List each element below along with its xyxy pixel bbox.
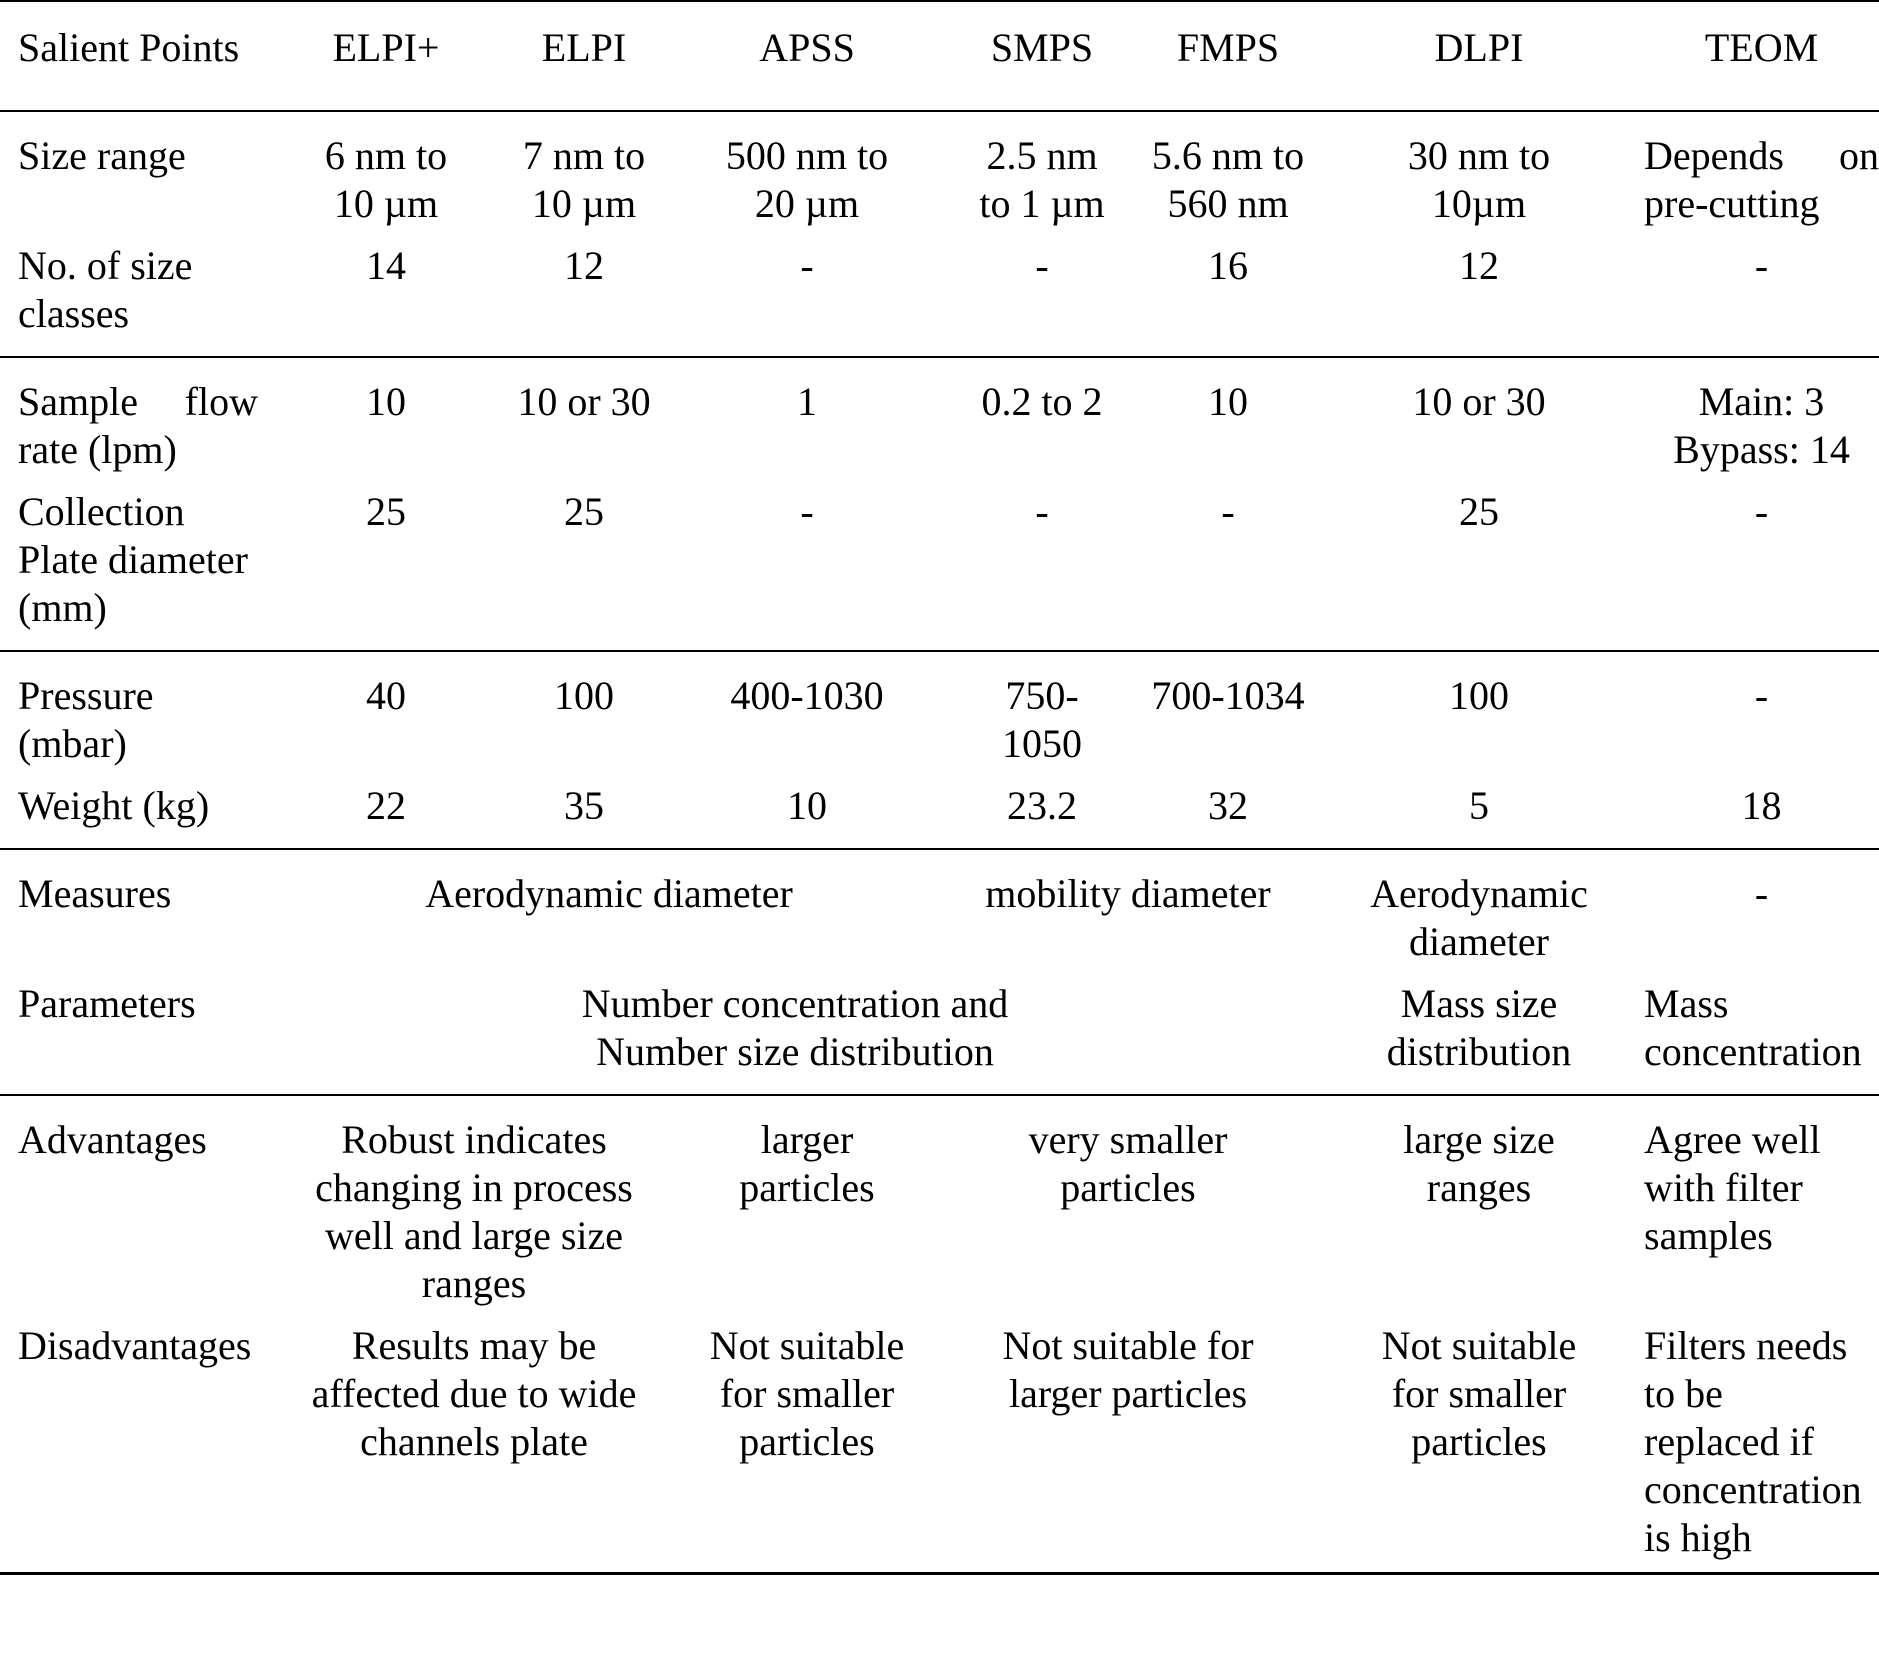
- cell-weight-dlpi: 5: [1469, 783, 1489, 828]
- cell-flow-rate-smps: 0.2 to 2: [981, 379, 1103, 424]
- header-apss: APSS: [759, 25, 855, 70]
- cell-disadvantages-teom: Filters needs to be replaced if concentration is high: [1644, 1323, 1862, 1560]
- header-elpi: ELPI: [541, 25, 627, 70]
- cell-flow-rate-elpi: 10 or 30: [517, 379, 651, 424]
- label-measures: Measures: [18, 871, 172, 916]
- row-plate-diameter: [0, 474, 1879, 651]
- header-teom: TEOM: [1704, 25, 1819, 70]
- cell-advantages-teom: Agree well with filter samples: [1644, 1117, 1821, 1258]
- label-weight: Weight (kg): [18, 783, 210, 828]
- cell-pressure-fmps: 700-1034: [1151, 673, 1305, 718]
- cell-size-classes-dlpi: 12: [1459, 243, 1499, 288]
- cell-pressure-elpi-plus: 40: [366, 673, 406, 718]
- cell-size-classes-apss: -: [800, 243, 814, 288]
- cell-measures-teom: -: [1754, 871, 1769, 916]
- cell-advantages-dlpi: large size ranges: [1403, 1117, 1555, 1210]
- cell-advantages-elpi: Robust indicates changing in process well and large size ranges: [315, 1117, 633, 1306]
- header-salient-points: Salient Points: [18, 25, 240, 70]
- row-flow-rate: [0, 357, 1879, 474]
- label-advantages: Advantages: [18, 1117, 207, 1162]
- header-elpi-plus: ELPI+: [332, 25, 440, 70]
- cell-plate-diameter-dlpi: 25: [1459, 489, 1499, 534]
- cell-weight-teom: 18: [1741, 783, 1782, 828]
- cell-size-range-apss: 500 nm to 20 µm: [725, 133, 889, 226]
- row-advantages: [0, 1095, 1879, 1308]
- cell-pressure-elpi: 100: [554, 673, 614, 718]
- row-size-range: [0, 111, 1879, 228]
- cell-measures-elpi-apss: Aerodynamic diameter: [425, 871, 793, 916]
- cell-parameters-dlpi: Mass size distribution: [1386, 981, 1572, 1074]
- cell-weight-smps: 23.2: [1007, 783, 1077, 828]
- cell-disadvantages-dlpi: Not suitable for smaller particles: [1381, 1323, 1577, 1464]
- cell-measures-smps-fmps: mobility diameter: [985, 871, 1271, 916]
- row-weight: [0, 768, 1879, 849]
- row-pressure: [0, 651, 1879, 768]
- cell-plate-diameter-teom: -: [1754, 489, 1769, 534]
- cell-flow-rate-dlpi: 10 or 30: [1412, 379, 1546, 424]
- cell-plate-diameter-smps: -: [1035, 489, 1049, 534]
- cell-size-range-smps: 2.5 nm to 1 µm: [979, 133, 1105, 226]
- header-row: [0, 1, 1879, 111]
- row-size-classes: [0, 228, 1879, 357]
- label-flow-rate: Sample flow rate (lpm): [18, 379, 258, 472]
- cell-size-classes-teom: -: [1754, 243, 1769, 288]
- cell-flow-rate-apss: 1: [797, 379, 817, 424]
- cell-size-classes-elpi-plus: 14: [366, 243, 406, 288]
- cell-pressure-teom: -: [1754, 673, 1769, 718]
- cell-plate-diameter-fmps: -: [1221, 489, 1235, 534]
- label-disadvantages: Disadvantages: [18, 1323, 252, 1368]
- cell-flow-rate-fmps: 10: [1208, 379, 1248, 424]
- cell-size-classes-fmps: 16: [1208, 243, 1248, 288]
- label-size-classes: No. of size classes: [18, 243, 193, 336]
- cell-plate-diameter-elpi: 25: [564, 489, 604, 534]
- cell-pressure-dlpi: 100: [1449, 673, 1509, 718]
- cell-weight-fmps: 32: [1208, 783, 1248, 828]
- cell-weight-elpi-plus: 22: [366, 783, 406, 828]
- cell-weight-apss: 10: [787, 783, 827, 828]
- cell-flow-rate-elpi-plus: 10: [366, 379, 406, 424]
- header-dlpi: DLPI: [1434, 25, 1524, 70]
- row-measures: [0, 849, 1879, 966]
- cell-advantages-apss: larger particles: [739, 1117, 875, 1210]
- cell-size-classes-elpi: 12: [564, 243, 604, 288]
- cell-size-range-elpi: 7 nm to 10 µm: [522, 133, 646, 226]
- cell-pressure-smps: 750- 1050: [1002, 673, 1082, 766]
- cell-size-range-elpi-plus: 6 nm to 10 µm: [324, 133, 448, 226]
- cell-disadvantages-elpi: Results may be affected due to wide channels plate: [311, 1323, 637, 1464]
- cell-size-range-fmps: 5.6 nm to 560 nm: [1151, 133, 1305, 226]
- cell-plate-diameter-elpi-plus: 25: [366, 489, 406, 534]
- label-pressure: Pressure (mbar): [18, 673, 154, 766]
- cell-size-classes-smps: -: [1035, 243, 1049, 288]
- label-size-range: Size range: [18, 133, 186, 178]
- cell-size-range-dlpi: 30 nm to 10µm: [1407, 133, 1551, 226]
- cell-weight-elpi: 35: [564, 783, 604, 828]
- cell-pressure-apss: 400-1030: [730, 673, 884, 718]
- label-parameters: Parameters: [18, 981, 196, 1026]
- cell-disadvantages-smps-fmps: Not suitable for larger particles: [1002, 1323, 1254, 1416]
- cell-measures-dlpi: Aerodynamic diameter: [1370, 871, 1588, 964]
- row-disadvantages: [0, 1308, 1879, 1574]
- label-plate-diameter: Collection Plate diameter (mm): [18, 489, 248, 630]
- cell-disadvantages-apss: Not suitable for smaller particles: [709, 1323, 905, 1464]
- cell-flow-rate-teom: Main: 3 Bypass: 14: [1673, 379, 1850, 472]
- cell-size-range-teom: Depends on pre-cutting: [1644, 133, 1879, 226]
- cell-plate-diameter-apss: -: [800, 489, 814, 534]
- cell-parameters-elpi-fmps: Number concentration and Number size distribution: [581, 981, 1009, 1074]
- header-smps: SMPS: [990, 25, 1094, 70]
- cell-parameters-teom: Mass concentration: [1644, 981, 1862, 1074]
- header-fmps: FMPS: [1176, 25, 1280, 70]
- row-parameters: [0, 966, 1879, 1095]
- cell-advantages-smps-fmps: very smaller particles: [1028, 1117, 1228, 1210]
